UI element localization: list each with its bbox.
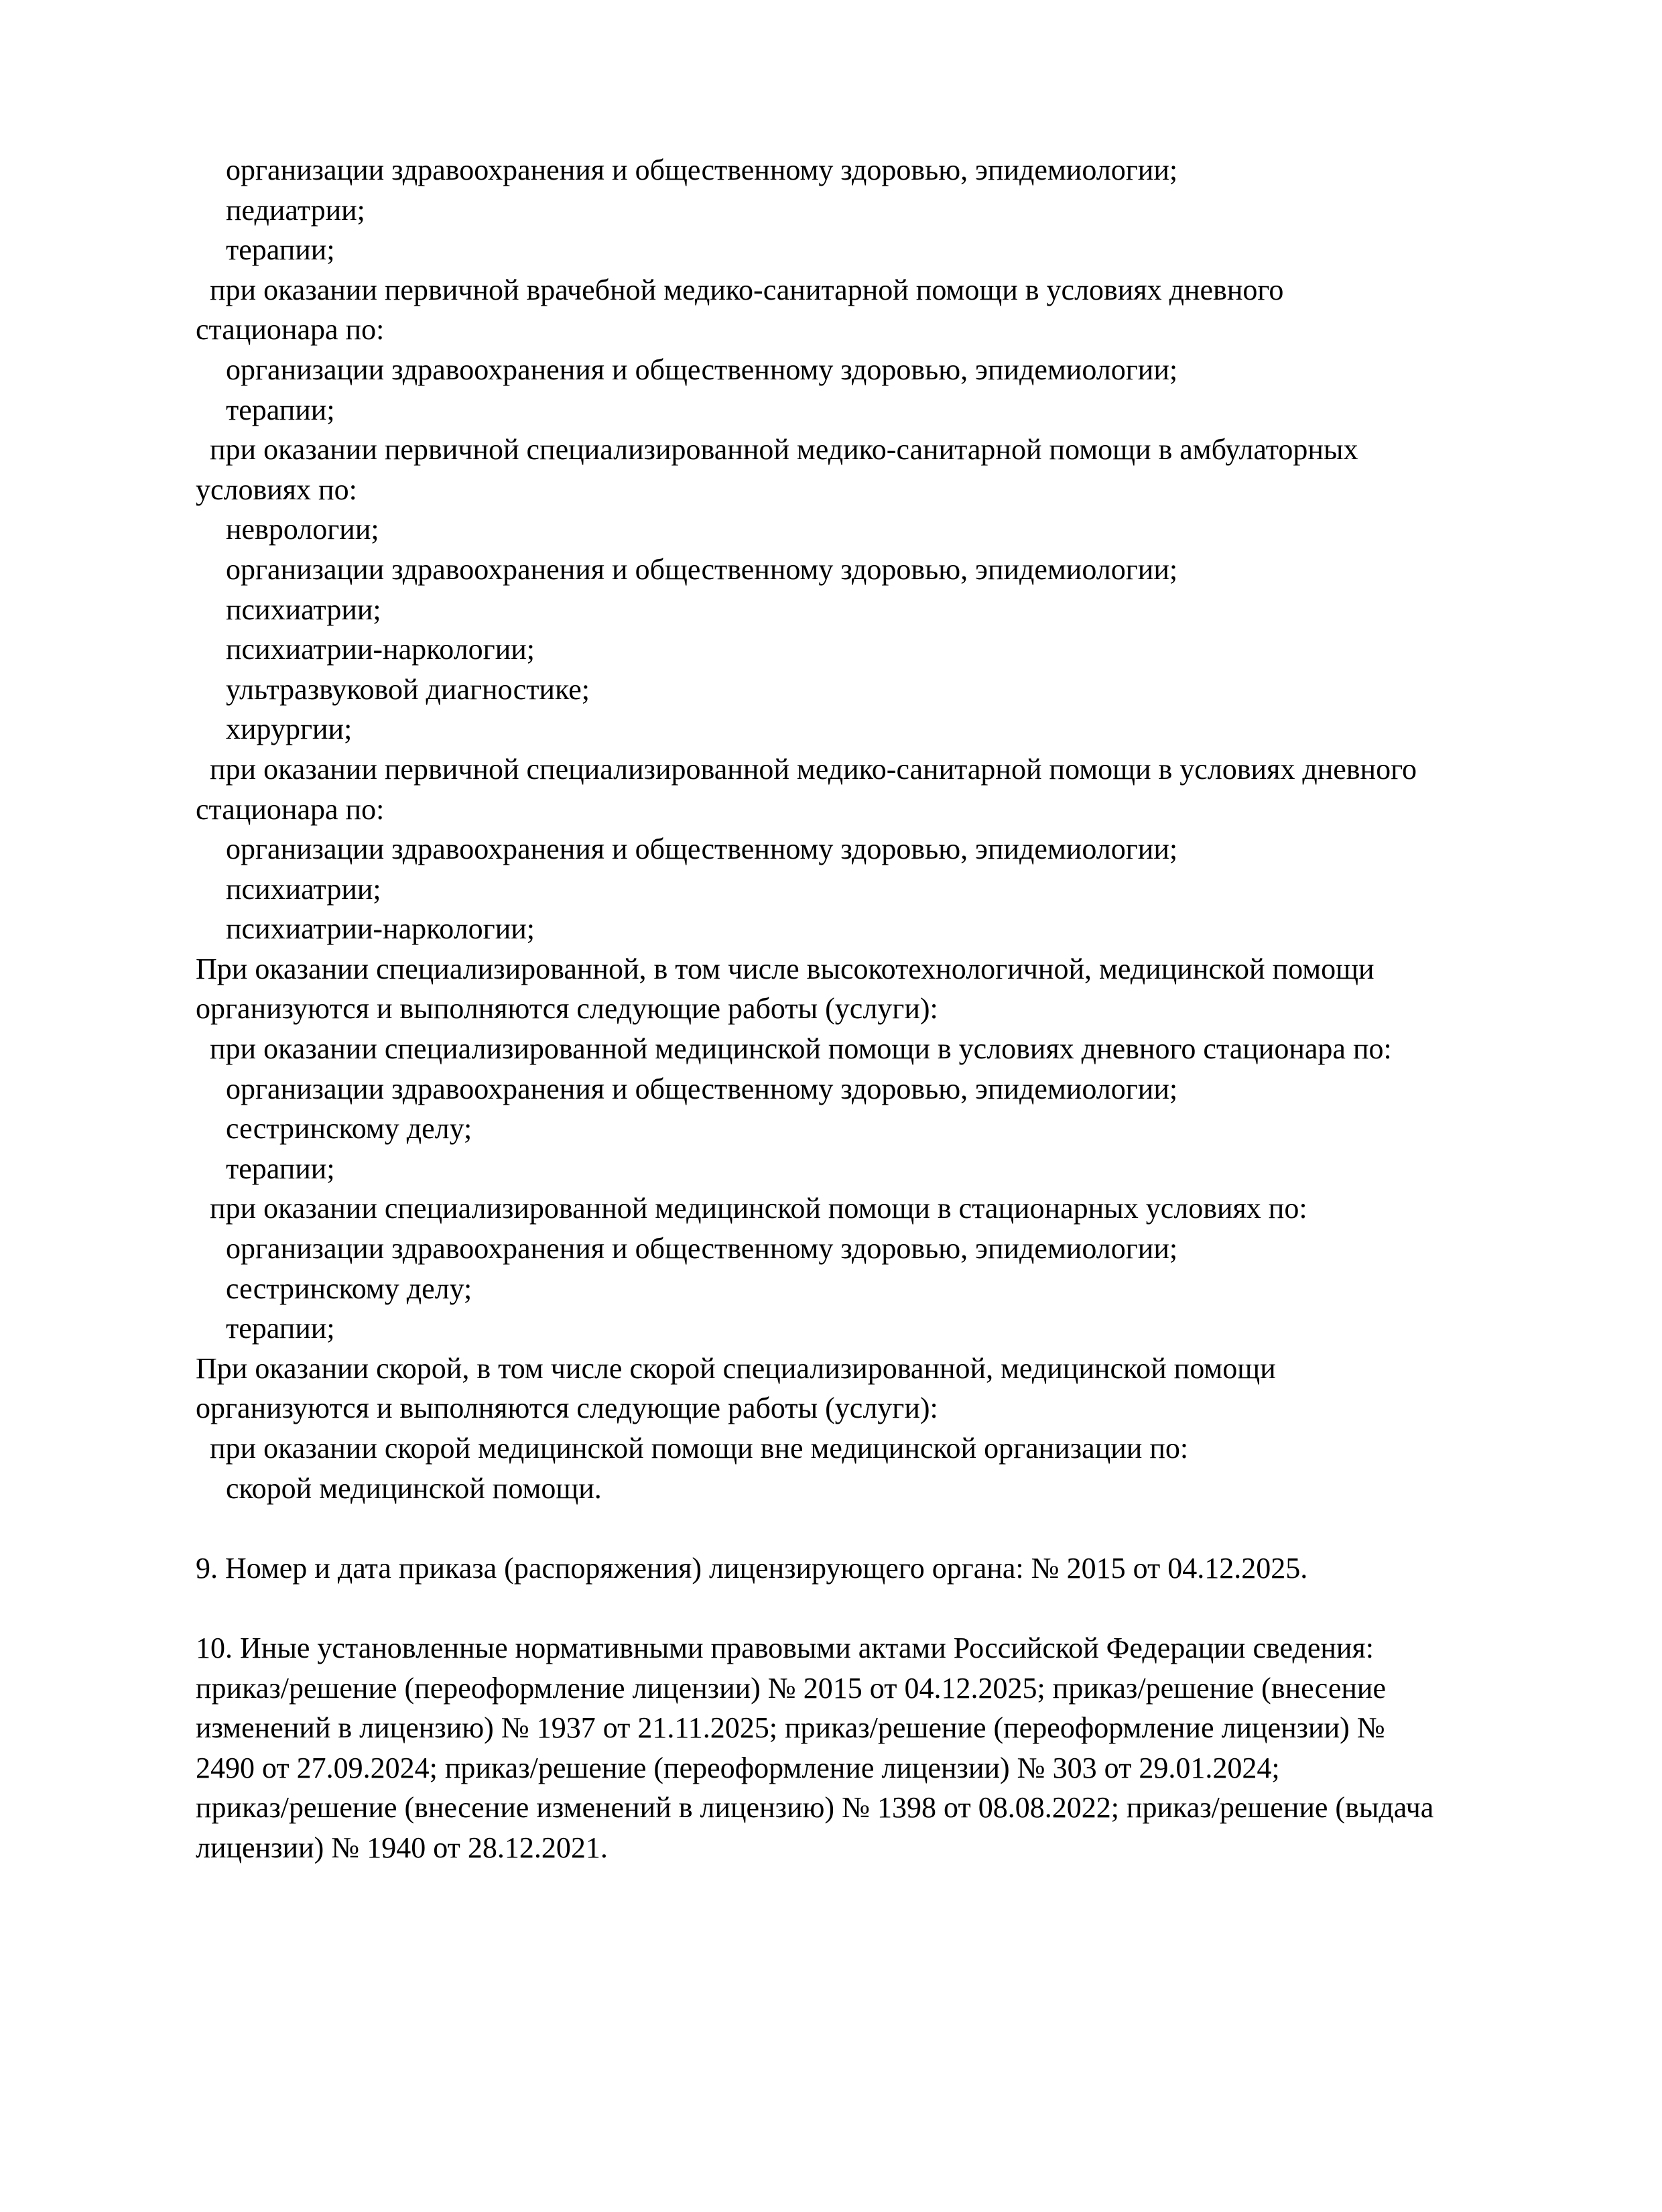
- text-line: сестринскому делу;: [226, 1112, 472, 1146]
- text-line: при оказании первичной специализированной медико-санитарной помощи в амбулаторных: [210, 433, 1358, 467]
- text-line: педиатрии;: [226, 193, 365, 227]
- text-line: сестринскому делу;: [226, 1272, 472, 1305]
- text-line: приказ/решение (переоформление лицензии) № 2015 от 04.12.2025; приказ/решение (внесение: [196, 1671, 1386, 1705]
- text-line: организации здравоохранения и общественному здоровью, эпидемиологии;: [226, 552, 1178, 586]
- text-line: приказ/решение (внесение изменений в лицензию) № 1398 от 08.08.2022; приказ/решение (выдача: [196, 1791, 1434, 1825]
- text-line: психиатрии;: [226, 872, 381, 906]
- text-line: лицензии) № 1940 от 28.12.2021.: [196, 1831, 608, 1864]
- text-line: организации здравоохранения и общественному здоровью, эпидемиологии;: [226, 353, 1178, 386]
- text-line: терапии;: [226, 1312, 335, 1345]
- text-line: психиатрии-наркологии;: [226, 912, 535, 946]
- text-line: скорой медицинской помощи.: [226, 1471, 602, 1505]
- blank-line: [196, 1588, 1482, 1628]
- text-line: организуются и выполняются следующие работы (услуги):: [196, 992, 938, 1026]
- text-line: при оказании первичной врачебной медико-санитарной помощи в условиях дневного: [210, 273, 1284, 306]
- text-line: стационара по:: [196, 313, 385, 347]
- text-line: при оказании первичной специализированной медико-санитарной помощи в условиях дневного: [210, 752, 1417, 786]
- text-line: 9. Номер и дата приказа (распоряжения) лицензирующего органа: № 2015 от 04.12.2025.: [196, 1551, 1308, 1585]
- text-line: условиях по:: [196, 473, 357, 506]
- text-line: организации здравоохранения и общественному здоровью, эпидемиологии;: [226, 833, 1178, 866]
- text-line: при оказании специализированной медицинской помощи в условиях дневного стационара по:: [210, 1032, 1392, 1066]
- text-line: 10. Иные установленные нормативными правовыми актами Российской Федерации сведения:: [196, 1631, 1374, 1664]
- text-line: ультразвуковой диагностике;: [226, 672, 590, 706]
- text-line: организации здравоохранения и общественному здоровью, эпидемиологии;: [226, 1232, 1178, 1266]
- blank-line: [196, 1508, 1482, 1548]
- text-line: психиатрии;: [226, 593, 381, 626]
- text-line: организуются и выполняются следующие работы (услуги):: [196, 1392, 938, 1425]
- document-body: [196, 150, 1482, 1868]
- text-line: неврологии;: [226, 513, 379, 546]
- text-line: 2490 от 27.09.2024; приказ/решение (переоформление лицензии) № 303 от 29.01.2024;: [196, 1751, 1280, 1784]
- text-line: стационара по:: [196, 792, 385, 826]
- text-line: При оказании скорой, в том числе скорой специализированной, медицинской помощи: [196, 1351, 1276, 1385]
- text-line: хирургии;: [226, 713, 353, 746]
- text-line: организации здравоохранения и общественному здоровью, эпидемиологии;: [226, 153, 1178, 186]
- text-line: организации здравоохранения и общественному здоровью, эпидемиологии;: [226, 1072, 1178, 1105]
- text-line: терапии;: [226, 233, 335, 267]
- text-line: при оказании специализированной медицинской помощи в стационарных условиях по:: [210, 1192, 1307, 1225]
- text-line: изменений в лицензию) № 1937 от 21.11.2025; приказ/решение (переоформление лицензии) №: [196, 1711, 1385, 1745]
- text-line: терапии;: [226, 393, 335, 426]
- text-line: терапии;: [226, 1152, 335, 1185]
- text-line: психиатрии-наркологии;: [226, 633, 535, 666]
- text-line: при оказании скорой медицинской помощи вне медицинской организации по:: [210, 1432, 1189, 1465]
- text-line: При оказании специализированной, в том числе высокотехнологичной, медицинской помощи: [196, 952, 1375, 985]
